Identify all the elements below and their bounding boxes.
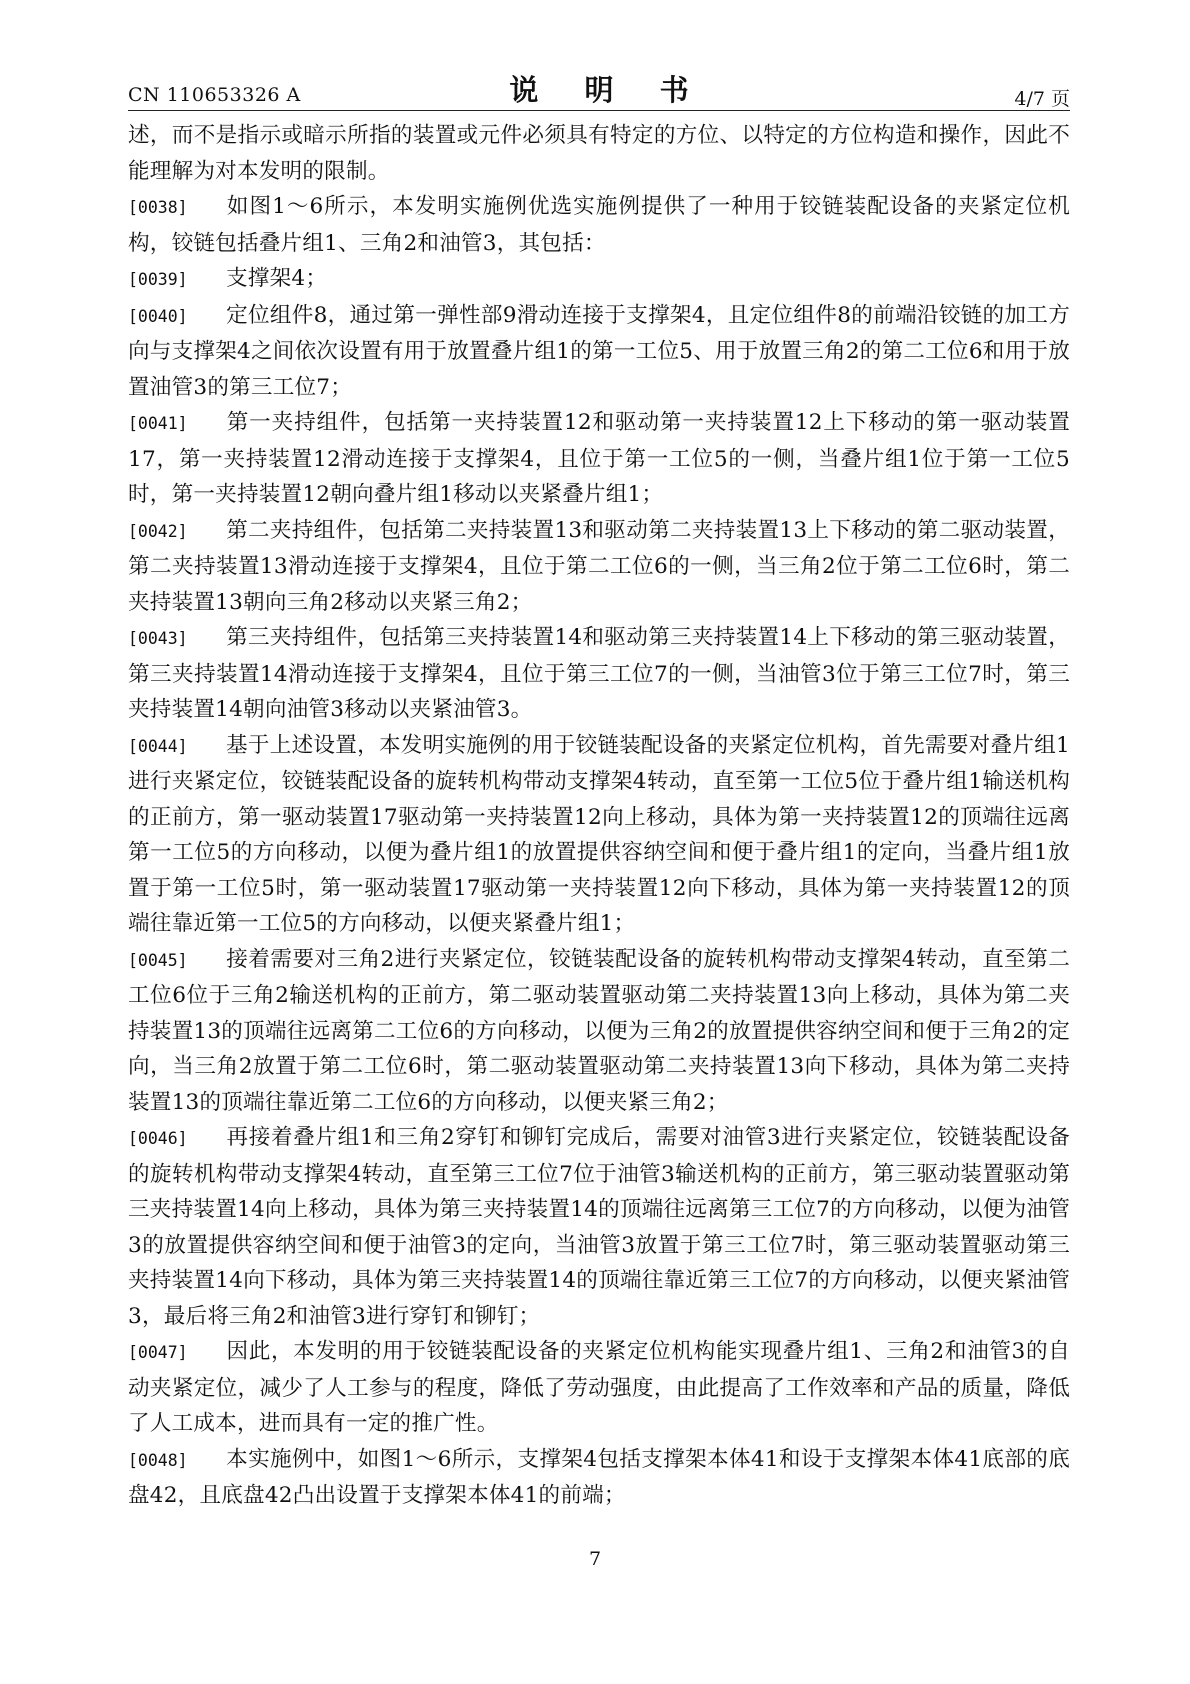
paragraph <box>128 261 1070 298</box>
paragraph-text: 支撑架4； <box>226 266 328 291</box>
paragraph <box>128 1120 1070 1334</box>
paragraph-number: [0038] <box>128 198 188 217</box>
paragraph-continuation <box>128 118 1070 189</box>
paragraph-text: 定位组件8，通过第一弹性部9滑动连接于支撑架4，且定位组件8的前端沿铰链的加工方向与支撑架4之间依次设置有用于放置叠片组1的第一工位5、用于放置三角2的第二工位6和用于放置油管3的第三工位7； <box>128 302 1070 400</box>
paragraph <box>128 513 1070 621</box>
paragraph-text: 接着需要对三角2进行夹紧定位，铰链装配设备的旋转机构带动支撑架4转动，直至第二工位6位于三角2输送机构的正前方，第二驱动装置驱动第二夹持装置13向上移动，具体为第二夹持装置13的顶端往远离第二工位6的方向移动，以便为三角2的放置提供容纳空间和便于三角2的定向，当三角2放置于第二工位6时，第二驱动装置驱动第二夹持装置13向下移动，具体为第二夹持装置13的顶端往靠近第二工位6的方向移动，以便夹紧三角2； <box>128 946 1070 1115</box>
paragraph <box>128 189 1070 261</box>
paragraph-text: 本实施例中，如图1～6所示，支撑架4包括支撑架本体41和设于支撑架本体41底部的底盘42，且底盘42凸出设置于支撑架本体41的前端； <box>128 1446 1070 1508</box>
paragraph-number: [0043] <box>128 629 188 648</box>
page-number: 7 <box>588 1548 602 1570</box>
paragraph <box>128 405 1070 513</box>
paragraph-text: 述，而不是指示或暗示所指的装置或元件必须具有特定的方位、以特定的方位构造和操作，因此不能理解为对本发明的限制。 <box>128 123 1070 184</box>
paragraph-number: [0042] <box>128 521 188 541</box>
document-title: 说 明 书 <box>509 73 707 107</box>
paragraph <box>128 620 1070 728</box>
paragraph <box>128 1334 1070 1442</box>
paragraph-text: 第二夹持组件，包括第二夹持装置13和驱动第二夹持装置13上下移动的第二驱动装置，第二夹持装置13滑动连接于支撑架4，且位于第二工位6的一侧，当三角2位于第二工位6时，第二夹持装置13朝向三角2移动以夹紧三角2； <box>128 517 1070 615</box>
paragraph-text: 再接着叠片组1和三角2穿钉和铆钉完成后，需要对油管3进行夹紧定位，铰链装配设备的旋转机构带动支撑架4转动，直至第三工位7位于油管3输送机构的正前方，第三驱动装置驱动第三夹持装置14向上移动，具体为第三夹持装置14的顶端往远离第三工位7的方向移动，以便为油管3的放置提供容纳空间和便于油管3的定向，当油管3放置于第三工位7时，第三驱动装置驱动第三夹持装置14向下移动，具体为第三夹持装置14的顶端往靠近第三工位7的方向移动，以便夹紧油管3，最后将三角2和油管3进行穿钉和铆钉； <box>128 1125 1070 1329</box>
paragraph-number: [0045] <box>128 950 188 970</box>
paragraph-text: 如图1～6所示，本发明实施例优选实施例提供了一种用于铰链装配设备的夹紧定位机构，铰链包括叠片组1、三角2和油管3，其包括： <box>128 194 1070 256</box>
paragraph <box>128 1442 1070 1514</box>
patent-number: CN 110653326 A <box>128 84 301 106</box>
paragraph <box>128 298 1070 406</box>
paragraph-text: 因此，本发明的用于铰链装配设备的夹紧定位机构能实现叠片组1、三角2和油管3的自动夹紧定位，减少了人工参与的程度，降低了劳动强度，由此提高了工作效率和产品的质量，降低了人工成本，进而具有一定的推广性。 <box>128 1339 1070 1436</box>
paragraph-text: 基于上述设置，本发明实施例的用于铰链装配设备的夹紧定位机构，首先需要对叠片组1进行夹紧定位，铰链装配设备的旋转机构带动支撑架4转动，直至第一工位5位于叠片组1输送机构的正前方，第一驱动装置17驱动第一夹持装置12向上移动，具体为第一夹持装置12的顶端往远离第一工位5的方向移动，以便为叠片组1的放置提供容纳空间和便于叠片组1的定向，当叠片组1放置于第一工位5时，第一驱动装置17驱动第一夹持装置12向下移动，具体为第一夹持装置12的顶端往靠近第一工位5的方向移动，以便夹紧叠片组1； <box>128 732 1070 936</box>
paragraph-number: [0047] <box>128 1343 188 1362</box>
paragraph-number: [0039] <box>128 270 188 289</box>
paragraph-number: [0041] <box>128 414 188 433</box>
page-header <box>128 68 1070 112</box>
paragraph-text: 第三夹持组件，包括第三夹持装置14和驱动第三夹持装置14上下移动的第三驱动装置，第三夹持装置14滑动连接于支撑架4，且位于第三工位7的一侧，当油管3位于第三工位7时，第三夹持装置14朝向油管3移动以夹紧油管3。 <box>128 625 1070 722</box>
page-indicator: 4/7 页 <box>1014 88 1070 110</box>
paragraph-number: [0040] <box>128 306 188 326</box>
paragraph-number: [0048] <box>128 1450 188 1470</box>
paragraph-number: [0044] <box>128 736 188 756</box>
paragraph <box>128 728 1070 942</box>
header-divider <box>128 110 1070 111</box>
paragraph <box>128 942 1070 1121</box>
paragraph-number: [0046] <box>128 1129 188 1148</box>
paragraph-text: 第一夹持组件，包括第一夹持装置12和驱动第一夹持装置12上下移动的第一驱动装置17，第一夹持装置12滑动连接于支撑架4，且位于第一工位5的一侧，当叠片组1位于第一工位5时，第一夹持装置12朝向叠片组1移动以夹紧叠片组1； <box>128 410 1070 507</box>
document-body <box>128 118 1070 1514</box>
